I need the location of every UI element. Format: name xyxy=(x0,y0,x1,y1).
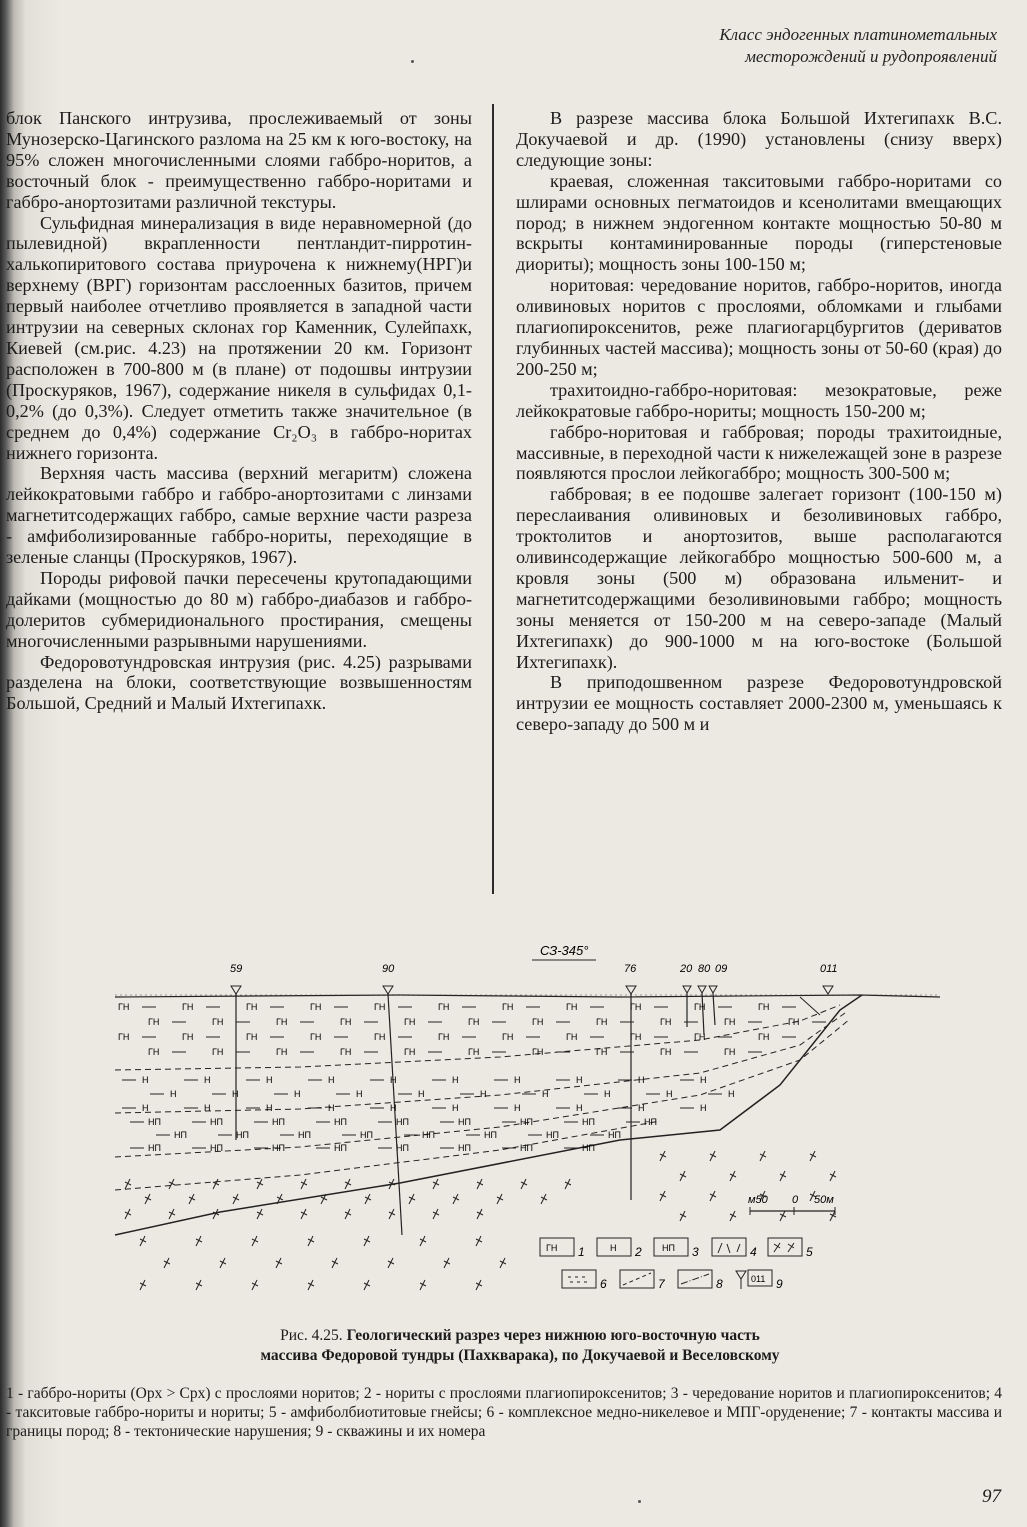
well-label: 80 xyxy=(698,963,711,975)
well-marker-icon xyxy=(709,986,717,993)
taxite-mark xyxy=(125,1209,131,1219)
gneiss-mark xyxy=(420,1280,426,1290)
rock-label-gn: ГН xyxy=(694,1002,706,1012)
rock-label-np: НП xyxy=(272,1117,285,1127)
rock-label-n: Н xyxy=(514,1103,521,1113)
right-paragraph-1: В разрезе массива блока Большой Ихтегипахк В.С. Докучаевой и др. (1990) установлены (снизу вверх) следующие зоны: xyxy=(516,108,1002,170)
legend-swatch xyxy=(562,1270,596,1288)
rock-label-n: Н xyxy=(480,1089,487,1099)
gneiss-mark xyxy=(476,1280,482,1290)
left-paragraph-4: Породы рифовой пачки пересечены крутопадающими дайками (мощностью до 80 м) габбро-диабазов и габбро-долеритов субмеридионального простирания, смещены многочисленными разрывными нарушениями. xyxy=(6,567,472,651)
gneiss-mark xyxy=(140,1280,146,1290)
gneiss-mark xyxy=(680,1211,686,1221)
well-011 xyxy=(820,963,838,994)
well-label: 09 xyxy=(715,963,728,975)
left-paragraph-1: блок Панского интрузива, прослеживаемый от зоны Мунозерско-Цагинского разлома на 25 км к юго-востоку, на 95% сложен многочисленными слоями габбро-норитов, а восточный блок - преимущественно габбро-норитами и габбро-анортозитами различной текстуры. xyxy=(6,108,472,212)
taxite-mark xyxy=(477,1209,483,1219)
gneiss-mark xyxy=(332,1258,338,1268)
rock-label-np: НП xyxy=(236,1130,249,1140)
rock-label-gn: ГН xyxy=(246,1002,258,1012)
boundary-taxite-base xyxy=(115,1121,660,1190)
gneiss-mark xyxy=(760,1151,766,1161)
rock-label-n: Н xyxy=(142,1075,149,1085)
caption-label: Рис. 4.25. xyxy=(280,1327,343,1344)
rock-label-gn: ГН xyxy=(340,1017,352,1027)
rock-label-np: НП xyxy=(334,1117,347,1127)
gneiss-mark xyxy=(308,1280,314,1290)
rock-label-n: Н xyxy=(452,1075,459,1085)
rock-label-gn: ГН xyxy=(468,1047,480,1057)
gneiss-mark xyxy=(730,1211,736,1221)
rock-label-n: Н xyxy=(328,1075,335,1085)
rock-label-np: НП xyxy=(484,1130,497,1140)
taxite-mark xyxy=(301,1179,307,1189)
rock-label-n: Н xyxy=(638,1075,645,1085)
rock-label-gn: ГН xyxy=(182,1002,194,1012)
boundary-np-taxite xyxy=(115,1019,850,1157)
rock-label-gn: ГН xyxy=(724,1047,736,1057)
rock-label-gn: ГН xyxy=(468,1017,480,1027)
taxite-mark xyxy=(169,1209,175,1219)
well-80 xyxy=(698,963,711,1035)
well-borehole xyxy=(702,993,704,1035)
legend-item-6 xyxy=(562,1270,607,1291)
well-marker-icon xyxy=(383,986,393,994)
legend-symbol: НП xyxy=(662,1243,675,1253)
taxite-mark xyxy=(257,1179,263,1189)
well-label: 76 xyxy=(624,963,637,975)
well-borehole xyxy=(388,994,402,1235)
gneiss-mark xyxy=(444,1258,450,1268)
right-paragraph-3: норитовая: чередование норитов, габбро-норитов, иногда оливиновых норитов с прослоями, обломками и глыбами плагиопироксенитов, реже плагиогарцбургитов (дериватов глубинных частей массива); мощность зоны от 50-60 (края) до 200-250 м; xyxy=(516,275,1002,379)
rock-label-gn: ГН xyxy=(758,1032,770,1042)
rock-label-gn: ГН xyxy=(148,1047,160,1057)
rock-label-n: Н xyxy=(418,1089,425,1099)
rock-label-gn: ГН xyxy=(502,1002,514,1012)
legend-swatch xyxy=(712,1238,746,1256)
taxite-mark xyxy=(521,1179,527,1189)
rock-label-np: НП xyxy=(546,1130,559,1140)
legend-number: 3 xyxy=(692,1245,699,1259)
legend-item-7 xyxy=(620,1270,666,1291)
rock-label-gn: ГН xyxy=(694,1032,706,1042)
well-label: 59 xyxy=(230,963,243,975)
legend-symbol: Н xyxy=(610,1243,617,1253)
contact-line-icon xyxy=(623,1273,651,1285)
rock-label-n: Н xyxy=(390,1103,397,1113)
rock-label-np: НП xyxy=(272,1143,285,1153)
rock-label-n: Н xyxy=(700,1103,707,1113)
gneiss-mark xyxy=(710,1191,716,1201)
taxite-mark xyxy=(145,1194,151,1204)
rock-label-np: НП xyxy=(210,1143,223,1153)
rock-label-gn: ГН xyxy=(630,1032,642,1042)
well-marker-icon xyxy=(823,986,833,994)
gneiss-mark xyxy=(252,1236,258,1246)
rock-label-n: Н xyxy=(514,1075,521,1085)
rock-label-np: НП xyxy=(334,1143,347,1153)
rock-label-gn: ГН xyxy=(438,1002,450,1012)
scale-mid-label: 0 xyxy=(792,1194,799,1206)
rock-label-np: НП xyxy=(422,1130,435,1140)
taxite-mark xyxy=(213,1179,219,1189)
left-column xyxy=(6,108,472,714)
legend-number: 4 xyxy=(750,1245,757,1259)
gneiss-mark xyxy=(660,1191,666,1201)
rock-label-n: Н xyxy=(542,1089,549,1099)
taxite-mark xyxy=(345,1209,351,1219)
rock-label-gn: ГН xyxy=(118,1032,130,1042)
gneiss-mark xyxy=(420,1236,426,1246)
taxite-mark xyxy=(565,1179,571,1189)
rock-label-n: Н xyxy=(604,1089,611,1099)
well-marker-icon xyxy=(231,986,241,994)
rock-label-np: НП xyxy=(458,1143,471,1153)
taxite-mark xyxy=(497,1194,503,1204)
taxite-mark xyxy=(365,1194,371,1204)
rock-label-np: НП xyxy=(582,1117,595,1127)
geologic-cross-section-figure xyxy=(100,935,960,1310)
rock-label-gn: ГН xyxy=(724,1017,736,1027)
rock-label-gn: ГН xyxy=(566,1032,578,1042)
rock-label-np: НП xyxy=(582,1143,595,1153)
well-label: 90 xyxy=(382,963,395,975)
rock-label-gn: ГН xyxy=(566,1002,578,1012)
legend-item-4 xyxy=(712,1238,757,1259)
rock-label-n: Н xyxy=(204,1075,211,1085)
gneiss-mark xyxy=(476,1236,482,1246)
rock-label-np: НП xyxy=(360,1130,373,1140)
print-speck xyxy=(638,1500,641,1503)
taxite-mark xyxy=(389,1209,395,1219)
figure-legend xyxy=(540,1238,813,1291)
taxite-mark xyxy=(477,1179,483,1189)
rock-label-gn: ГН xyxy=(532,1017,544,1027)
left-paragraph-2: Сульфидная минерализация в виде неравномерной (до пылевидной) вкрапленности пентландит-пирротин-халькопиритового состава приурочена к нижнему(НРГ)и верхнему (ВРГ) горизонтам расслоенных базитов, причем первый наиболее отчетливо проявляется в западной части интрузии на северных склонах гор Каменник, Сулейпахк, Киевей (см.рис. 4.23) на протяжении 20 км. Горизонт расположен в 700-800 м (в плане) от подошвы интрузии (Проскуряков, 1967), содержание никеля в сульфидах 0,1-0,2% (до 0,3%). Следует отметить также значительное (в среднем до 0,4%) содержание Cr₂O₃ в габбро-норитах нижнего горизонта. xyxy=(6,212,472,463)
right-column xyxy=(516,108,1002,735)
direction-label: СЗ-345° xyxy=(540,943,589,958)
taxite-mark xyxy=(233,1194,239,1204)
rock-label-gn: ГН xyxy=(438,1032,450,1042)
gneiss-mark xyxy=(660,1151,666,1161)
figure-legend-text: 1 - габбро-нориты (Opx > Cpx) с прослоями норитов; 2 - нориты с прослоями плагиопироксенитов; 3 - чередование норитов и плагиопироксенитов; 4 - такситовые габбро-нориты и нориты; 5 - амфиболбиотитовые гнейсы; 6 - комплексное медно-никелевое и МПГ-оруденение; 7 - контакты массива и границы пород; 8 - тектонические нарушения; 9 - скважины и их номера xyxy=(6,1385,1002,1440)
rock-label-np: НП xyxy=(520,1117,533,1127)
legend-number: 6 xyxy=(600,1277,607,1291)
legend-item-8 xyxy=(678,1270,723,1291)
print-speck xyxy=(411,60,414,63)
rock-label-gn: ГН xyxy=(374,1032,386,1042)
well-09 xyxy=(709,963,727,1025)
gneiss-mark xyxy=(780,1171,786,1181)
gneiss-mark xyxy=(780,1211,786,1221)
rock-label-n: Н xyxy=(700,1075,707,1085)
well-marker-icon xyxy=(626,986,636,994)
gneiss-mark xyxy=(710,1151,716,1161)
legend-item-1 xyxy=(540,1238,585,1259)
right-paragraph-4: трахитоидно-габбро-норитовая: мезократовые, реже лейкократовые габбро-нориты; мощность 150-200 м; xyxy=(516,379,1002,421)
taxite-mark xyxy=(301,1209,307,1219)
rock-label-np: НП xyxy=(148,1117,161,1127)
taxite-mark xyxy=(453,1194,459,1204)
rock-label-gn: ГН xyxy=(596,1017,608,1027)
rock-label-gn: ГН xyxy=(660,1017,672,1027)
rock-label-gn: ГН xyxy=(660,1047,672,1057)
rock-label-n: Н xyxy=(638,1103,645,1113)
rock-label-np: НП xyxy=(396,1117,409,1127)
rock-label-n: Н xyxy=(390,1075,397,1085)
rock-label-n: Н xyxy=(232,1089,239,1099)
rock-label-gn: ГН xyxy=(788,1017,800,1027)
rock-label-gn: ГН xyxy=(374,1002,386,1012)
taxite-mark xyxy=(169,1179,175,1189)
left-paragraph-3: Верхняя часть массива (верхний мегаритм) сложена лейкократовыми габбро и габбро-анортозитами с линзами магнетитсодержащих габбро, самые верхние части разреза - амфиболизированные габбро-нориты, переходящие в зеленые сланцы (Проскуряков, 1967). xyxy=(6,463,472,568)
legend-item-2 xyxy=(597,1238,642,1259)
fault-line-icon xyxy=(681,1274,709,1284)
legend-number: 7 xyxy=(658,1277,665,1291)
gneiss-mark xyxy=(164,1258,170,1268)
rock-label-np: НП xyxy=(174,1130,187,1140)
rock-label-np: НП xyxy=(644,1117,657,1127)
taxite-mark xyxy=(189,1194,195,1204)
rock-label-gn: ГН xyxy=(502,1032,514,1042)
taxite-mark xyxy=(257,1209,263,1219)
rock-label-n: Н xyxy=(452,1103,459,1113)
legend-item-9 xyxy=(736,1270,783,1291)
legend-number: 2 xyxy=(635,1245,642,1259)
well-label: 20 xyxy=(680,963,693,975)
rock-label-np: НП xyxy=(458,1117,471,1127)
gneiss-mark xyxy=(308,1236,314,1246)
legend-item-3 xyxy=(654,1238,699,1259)
gneiss-mark xyxy=(500,1258,506,1268)
taxite-mark xyxy=(433,1209,439,1219)
running-head-line-1: Класс эндогенных платинометальных xyxy=(719,25,997,44)
rock-label-n: Н xyxy=(728,1089,735,1099)
rock-label-np: НП xyxy=(148,1143,161,1153)
rock-label-gn: ГН xyxy=(404,1047,416,1057)
rock-label-n: Н xyxy=(576,1075,583,1085)
column-divider xyxy=(492,104,494,894)
right-paragraph-2: краевая, сложенная такситовыми габбро-норитами со шлирами основных пегматоидов и ксенолитами вмещающих пород; в нижнем эндогенном контакте мощностью 50-80 м вскрыты контаминированные породы (гиперстеновые диориты); мощность зоны 100-150 м; xyxy=(516,170,1002,275)
taxite-mark xyxy=(409,1194,415,1204)
gneiss-mark xyxy=(388,1258,394,1268)
legend-symbol: 011 xyxy=(751,1274,766,1284)
rock-label-n: Н xyxy=(204,1103,211,1113)
rock-label-n: Н xyxy=(356,1089,363,1099)
gneiss-mark xyxy=(220,1258,226,1268)
taxite-pattern-icon xyxy=(718,1243,740,1253)
right-paragraph-6: габбровая; в ее подошве залегает горизонт (100-150 м) переслаивания оливиновых и безоливиновых габбро, троктолитов и анортозитов, выше располагаются оливинсодержащие лейкогаббро мощностью 500-600 м, а кровля зоны (500 м) образована ильменит- и магнетитсодержащими безоливиновыми габбро; мощность зоны меняется от 150-200 м на северо-западе (Малый Ихтегипахк) до 900-1000 м на юго-востоке (Большой Ихтегипахк). xyxy=(516,484,1002,672)
rock-label-n: Н xyxy=(170,1089,177,1099)
rock-label-np: НП xyxy=(520,1143,533,1153)
rock-label-gn: ГН xyxy=(310,1002,322,1012)
rock-label-n: Н xyxy=(142,1103,149,1113)
left-paragraph-5: Федоровотундровская интрузия (рис. 4.25) разрывами разделена на блоки, соответствующие возвышенностям Большой, Средний и Малый Ихтегипахк. xyxy=(6,651,472,714)
well-label: 011 xyxy=(820,963,838,975)
taxite-mark xyxy=(345,1179,351,1189)
caption-line-2: массива Федоровой тундры (Пахкварака), по Докучаевой и Веселовскому xyxy=(260,1347,780,1364)
rock-label-gn: ГН xyxy=(276,1047,288,1057)
legend-swatch xyxy=(768,1238,802,1256)
rock-label-gn: ГН xyxy=(404,1017,416,1027)
cross-section-svg xyxy=(100,935,960,1310)
well-marker-icon xyxy=(736,1271,746,1279)
fault-line xyxy=(800,997,820,1015)
taxite-mark xyxy=(433,1179,439,1189)
figure-caption xyxy=(120,1326,920,1366)
rock-label-gn: ГН xyxy=(630,1002,642,1012)
rock-label-np: НП xyxy=(210,1117,223,1127)
ore-pattern-icon xyxy=(568,1277,587,1282)
page-number: 97 xyxy=(982,1486,1001,1507)
running-head-line-2: месторождений и рудопроявлений xyxy=(745,47,997,66)
gneiss-mark xyxy=(364,1236,370,1246)
rock-label-n: Н xyxy=(266,1075,273,1085)
rock-label-gn: ГН xyxy=(212,1047,224,1057)
gneiss-pattern-icon xyxy=(774,1243,794,1252)
rock-label-gn: ГН xyxy=(276,1017,288,1027)
rock-label-np: НП xyxy=(298,1130,311,1140)
scale-right-label: 50м xyxy=(814,1194,834,1206)
legend-number: 5 xyxy=(806,1245,813,1259)
gneiss-mark xyxy=(830,1171,836,1181)
scale-left-label: м50 xyxy=(748,1194,768,1206)
well-marker-icon xyxy=(698,986,706,993)
gneiss-mark xyxy=(810,1151,816,1161)
gneiss-mark xyxy=(140,1236,146,1246)
rock-label-gn: ГН xyxy=(596,1047,608,1057)
legend-number: 1 xyxy=(578,1245,585,1259)
well-borehole xyxy=(713,993,715,1025)
rock-label-gn: ГН xyxy=(340,1047,352,1057)
running-head xyxy=(719,24,997,68)
well-marker-icon xyxy=(683,986,691,993)
taxite-mark xyxy=(125,1179,131,1189)
caption-line-1: Геологический разрез через нижнюю юго-восточную часть xyxy=(346,1327,760,1344)
gneiss-mark xyxy=(730,1171,736,1181)
legend-item-5 xyxy=(768,1238,813,1259)
rock-label-gn: ГН xyxy=(310,1032,322,1042)
rock-label-gn: ГН xyxy=(182,1032,194,1042)
right-paragraph-7: В приподошвенном разрезе Федоровотундровской интрузии ее мощность составляет 2000-2300 м, уменьшаясь к северо-западу до 500 м и xyxy=(516,672,1002,735)
rock-label-gn: ГН xyxy=(246,1032,258,1042)
scale-bar xyxy=(748,1194,835,1215)
gneiss-mark xyxy=(196,1236,202,1246)
rock-label-gn: ГН xyxy=(118,1002,130,1012)
rock-label-np: НП xyxy=(396,1143,409,1153)
gneiss-mark xyxy=(680,1171,686,1181)
rock-label-n: Н xyxy=(294,1089,301,1099)
rock-label-gn: ГН xyxy=(148,1017,160,1027)
rock-label-n: Н xyxy=(576,1103,583,1113)
rock-label-np: НП xyxy=(608,1130,621,1140)
rock-label-gn: ГН xyxy=(758,1002,770,1012)
gneiss-mark xyxy=(196,1280,202,1290)
rock-label-n: Н xyxy=(666,1089,673,1099)
legend-symbol: ГН xyxy=(546,1243,558,1253)
gneiss-mark xyxy=(364,1280,370,1290)
taxite-mark xyxy=(541,1194,547,1204)
rock-label-n: Н xyxy=(266,1103,273,1113)
rock-label-gn: ГН xyxy=(212,1017,224,1027)
legend-number: 9 xyxy=(776,1277,783,1291)
gneiss-mark xyxy=(252,1280,258,1290)
rock-label-gn: ГН xyxy=(532,1047,544,1057)
right-paragraph-5: габбро-норитовая и габбровая; породы трахитоидные, массивные, в переходной части к нижележащей зоне в разрезе появляются прослои лейкогаббро; мощность 300-500 м; xyxy=(516,421,1002,484)
legend-number: 8 xyxy=(716,1277,723,1291)
rock-label-n: Н xyxy=(328,1103,335,1113)
gneiss-mark xyxy=(276,1258,282,1268)
